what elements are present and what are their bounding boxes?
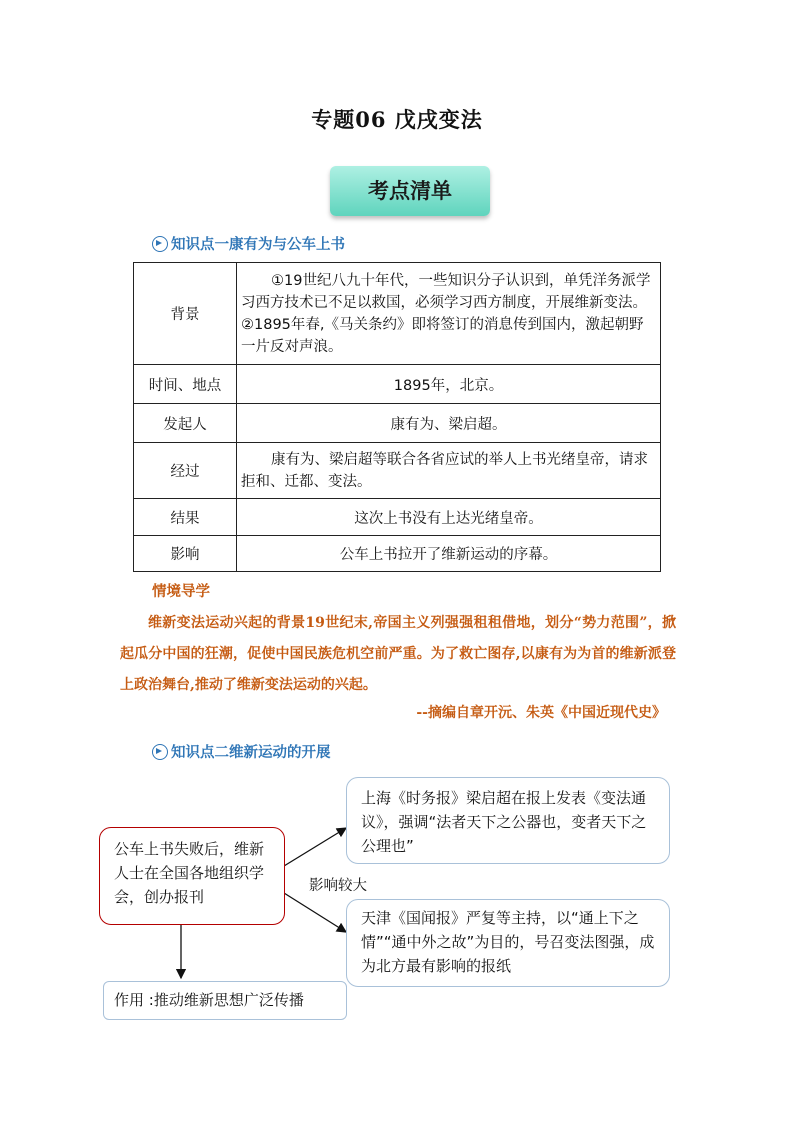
effect-box: 作用 :推动维新思想广泛传播 <box>103 981 347 1020</box>
bottom-box: 天津《国闻报》严复等主持，以“通上下之情”“通中外之故”为目的，号召变法图强，成为北方最有影响的报纸 <box>346 899 670 987</box>
knowledge-point-2-label: 知识点二维新运动的开展 <box>171 745 331 761</box>
row-value: 公车上书拉开了维新运动的序幕。 <box>237 536 661 572</box>
page-title: 专题06 戊戌变法 <box>311 107 483 132</box>
arrow-to-top <box>284 828 346 866</box>
row-value: 这次上书没有上达光绪皇帝。 <box>237 499 661 536</box>
arrow-to-bottom <box>284 893 346 932</box>
section-badge: 考点清单 <box>330 166 490 216</box>
row-label: 影响 <box>134 536 237 572</box>
row-label: 发起人 <box>134 404 237 443</box>
row-value: 康有为、梁启超等联合各省应试的举人上书光绪皇帝，请求拒和、迁都、变法。 <box>237 443 661 499</box>
row-value: 康有为、梁启超。 <box>237 404 661 443</box>
guide-source: --摘编自章开沅、朱英《中国近现代史》 <box>416 705 666 721</box>
row-value: ①19世纪八九十年代，一些知识分子认识到，单凭洋务派学习西方技术已不足以救国，必须学习西方制度，开展维新变法。②1895年春,《马关条约》即将签订的消息传到国内，激起朝野一片反对声浪。 <box>237 263 661 365</box>
row-label: 时间、地点 <box>134 365 237 404</box>
middle-label: 影响较大 <box>309 878 367 894</box>
guide-text: 维新变法运动兴起的背景19世纪末,帝国主义列强强租租借地，划分“势力范围”，掀起瓜分中国的狂潮，促使中国民族危机空前严重。为了救亡图存,以康有为为首的维新派登上政治舞台,推动了维新变法运动的兴起。 <box>120 615 676 693</box>
center-box: 公车上书失败后，维新人士在全国各地组织学会，创办报刊 <box>99 827 285 925</box>
row-value: 1895年，北京。 <box>237 365 661 404</box>
knowledge-point-1-label: 知识点一康有为与公车上书 <box>171 237 345 253</box>
row-label: 经过 <box>134 443 237 499</box>
top-box: 上海《时务报》梁启超在报上发表《变法通议》，强调“法者天下之公器也，变者天下之公理也” <box>346 777 670 864</box>
row-label: 结果 <box>134 499 237 536</box>
guide-label: 情境导学 <box>152 583 210 600</box>
row-label: 背景 <box>134 263 237 365</box>
